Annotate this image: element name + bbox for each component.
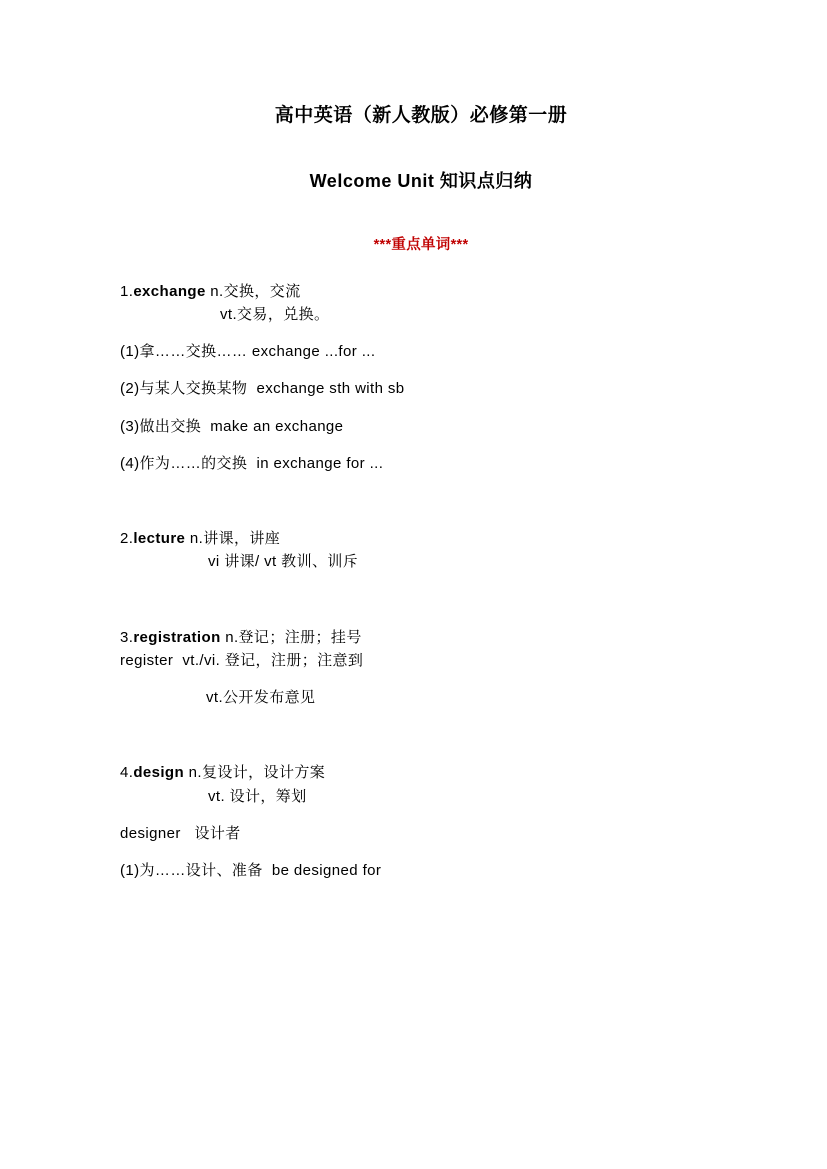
section-heading: ***重点单词*** xyxy=(373,236,469,253)
entry-definition: n.讲课，讲座 xyxy=(185,530,281,547)
entry-definition: n.复设计，设计方案 xyxy=(184,764,326,782)
entry-number: 4. xyxy=(120,764,134,782)
entry-extra-definition: vt. 设计，筹划 xyxy=(208,787,307,805)
entry-word: registration xyxy=(133,628,221,646)
entry-usage-item: (1)为……设计、准备 be designed for xyxy=(120,862,382,879)
vocab-entry xyxy=(120,761,722,882)
vocab-entry xyxy=(120,280,722,476)
entry-extra-definition: vi 讲课/ vt 教训、训斥 xyxy=(208,553,359,571)
entry-definition: n.交换，交流 xyxy=(205,282,301,300)
entry-extra-definition: vt.交易，兑换。 xyxy=(220,305,330,323)
page-subtitle: Welcome Unit 知识点归纳 xyxy=(309,170,533,191)
entry-usage-item: register vt./vi. 登记，注册；注意到 xyxy=(120,651,364,669)
entry-word: design xyxy=(133,764,185,782)
entry-word: lecture xyxy=(133,530,186,547)
entry-number: 3. xyxy=(120,628,134,646)
vocab-entry xyxy=(120,626,722,710)
entry-usage-item: designer 设计者 xyxy=(120,824,241,842)
entry-usage-item: (4)作为……的交换 in exchange for ... xyxy=(120,454,384,472)
entry-usage-item: (1)拿……交换…… exchange ...for ... xyxy=(120,343,376,360)
page-title: 高中英语（新人教版）必修第一册 xyxy=(274,105,568,126)
entry-heading xyxy=(120,280,722,303)
vocab-entry xyxy=(120,527,722,574)
entry-word: exchange xyxy=(133,282,206,300)
entry-heading xyxy=(120,527,722,550)
entry-number: 2. xyxy=(120,530,134,547)
entry-heading xyxy=(120,626,722,649)
entry-usage-item: (3)做出交换 make an exchange xyxy=(120,417,344,435)
entry-heading xyxy=(120,761,722,784)
entry-extra-definition: vt.公开发布意见 xyxy=(206,689,316,706)
entry-usage-item: (2)与某人交换某物 exchange sth with sb xyxy=(120,380,405,398)
entry-number: 1. xyxy=(120,282,134,300)
entry-definition: n.登记；注册；挂号 xyxy=(220,628,362,646)
